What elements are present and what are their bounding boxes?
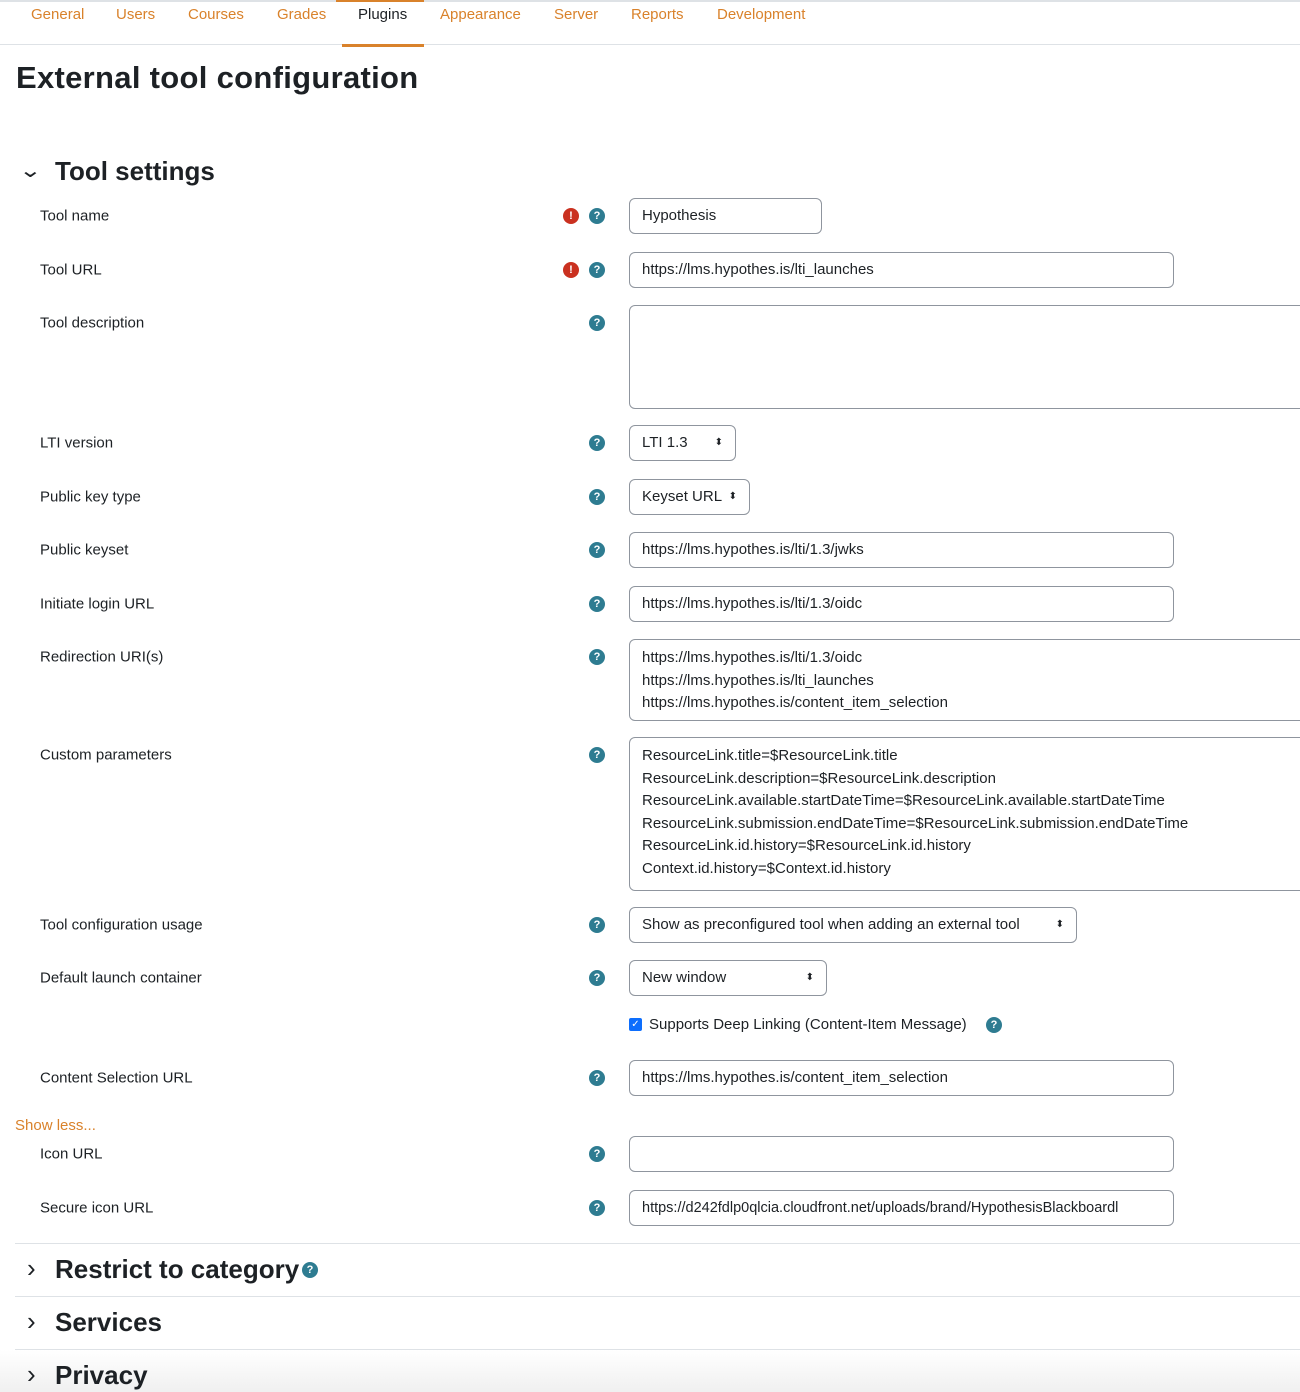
chevron-down-icon[interactable]: ⌄ [18,160,43,182]
tab-general[interactable]: General [31,6,85,23]
tab-server[interactable]: Server [554,6,599,23]
help-icon[interactable]: ? [302,1262,318,1278]
custom-parameters-label: Custom parameters [40,746,172,764]
deep-linking-checkbox[interactable]: ✓ [629,1018,642,1031]
tab-plugins[interactable]: Plugins [358,6,408,23]
help-icon[interactable]: ? [589,1200,605,1216]
chevron-right-icon[interactable]: › [27,1253,36,1283]
chevron-right-icon[interactable]: › [27,1306,36,1336]
help-icon[interactable]: ? [589,596,605,612]
chevron-right-icon[interactable]: › [27,1359,36,1389]
tab-appearance[interactable]: Appearance [440,6,521,23]
public-key-type-label: Public key type [40,488,141,506]
help-icon[interactable]: ? [986,1017,1002,1033]
public-key-type-select[interactable] [629,479,750,515]
icon-url-label: Icon URL [40,1145,103,1163]
help-icon[interactable]: ? [589,747,605,763]
tool-name-input[interactable]: Hypothesis [629,198,822,234]
lti-version-value: LTI 1.3 [642,434,688,451]
textarea-line: ResourceLink.title=$ResourceLink.title [642,747,898,764]
textarea-line: ResourceLink.available.startDateTime=$ResourceLink.available.startDateTime [642,792,1165,809]
select-arrow-icon: ⬍ [1055,919,1064,930]
redirection-uris-label: Redirection URI(s) [40,648,164,666]
textarea-line: https://lms.hypothes.is/lti/1.3/oidc [642,649,863,666]
default-launch-container-select[interactable] [629,960,827,996]
help-icon[interactable]: ? [589,917,605,933]
help-icon[interactable]: ? [589,262,605,278]
tab-users[interactable]: Users [116,6,156,23]
custom-parameters-textarea[interactable] [629,737,1300,891]
textarea-line: https://lms.hypothes.is/lti_launches [642,671,874,689]
secure-icon-url-input[interactable]: https://d242fdlp0qlcia.cloudfront.net/uploads/brand/HypothesisBlackboardl [629,1190,1174,1226]
required-icon: ! [563,262,579,278]
textarea-line: ResourceLink.description=$ResourceLink.description [642,769,996,787]
help-icon[interactable]: ? [589,1146,605,1162]
tool-description-textarea[interactable] [629,305,1300,409]
divider [15,1296,1300,1297]
tab-development[interactable]: Development [717,6,806,23]
usage-value: Show as preconfigured tool when adding an external tool [642,916,1020,933]
show-less-link[interactable]: Show less... [15,1117,96,1134]
section-restrict-to-category[interactable]: Restrict to category [55,1254,300,1284]
bottom-fade [0,1350,1300,1392]
admin-nav-tabs [0,0,1300,45]
help-icon[interactable]: ? [589,649,605,665]
help-icon[interactable]: ? [589,315,605,331]
lti-version-label: LTI version [40,434,114,452]
active-tab-indicator [342,44,424,47]
content-selection-url-input[interactable]: https://lms.hypothes.is/content_item_selection [629,1060,1174,1096]
help-icon[interactable]: ? [589,542,605,558]
tool-description-label: Tool description [40,314,145,332]
required-icon: ! [563,208,579,224]
public-keyset-input[interactable]: https://lms.hypothes.is/lti/1.3/jwks [629,532,1174,568]
tool-url-input[interactable]: https://lms.hypothes.is/lti_launches [629,252,1174,288]
initiate-login-label: Initiate login URL [40,595,155,613]
icon-url-input[interactable] [629,1136,1174,1172]
tool-configuration-usage-select[interactable] [629,907,1077,943]
section-privacy[interactable]: Privacy [55,1360,148,1390]
help-icon[interactable]: ? [589,435,605,451]
public-key-type-value: Keyset URL [642,488,723,505]
textarea-line: ResourceLink.id.history=$ResourceLink.id.history [642,837,971,854]
secure-icon-url-label: Secure icon URL [40,1199,154,1217]
textarea-line: ResourceLink.submission.endDateTime=$ResourceLink.submission.endDateTime [642,814,1189,832]
lti-version-select[interactable] [629,425,736,461]
textarea-line: https://lms.hypothes.is/content_item_selection [642,694,948,711]
help-icon[interactable]: ? [589,489,605,505]
deep-linking-label[interactable]: Supports Deep Linking (Content-Item Message) [649,1016,967,1033]
section-services[interactable]: Services [55,1307,162,1337]
tab-active-top-indicator [336,0,424,2]
select-arrow-icon: ⬍ [714,437,723,448]
page-title: External tool configuration [16,60,419,95]
initiate-login-input[interactable]: https://lms.hypothes.is/lti/1.3/oidc [629,586,1174,622]
tool-name-label: Tool name [40,207,110,225]
help-icon[interactable]: ? [589,208,605,224]
container-value: New window [642,969,727,986]
default-launch-container-label: Default launch container [40,969,202,987]
tab-grades[interactable]: Grades [277,6,327,23]
textarea-line: Context.id.history=$Context.id.history [642,859,891,877]
select-arrow-icon: ⬍ [805,972,814,983]
tab-courses[interactable]: Courses [188,6,244,23]
tool-configuration-usage-label: Tool configuration usage [40,916,203,934]
help-icon[interactable]: ? [589,1070,605,1086]
select-arrow-icon: ⬍ [728,491,737,502]
tab-reports[interactable]: Reports [631,6,684,23]
section-tool-settings[interactable]: Tool settings [55,156,215,186]
divider [15,1243,1300,1244]
content-selection-url-label: Content Selection URL [40,1069,193,1087]
redirection-uris-textarea[interactable] [629,639,1300,721]
tool-url-label: Tool URL [40,261,102,279]
public-keyset-label: Public keyset [40,541,129,559]
help-icon[interactable]: ? [589,970,605,986]
